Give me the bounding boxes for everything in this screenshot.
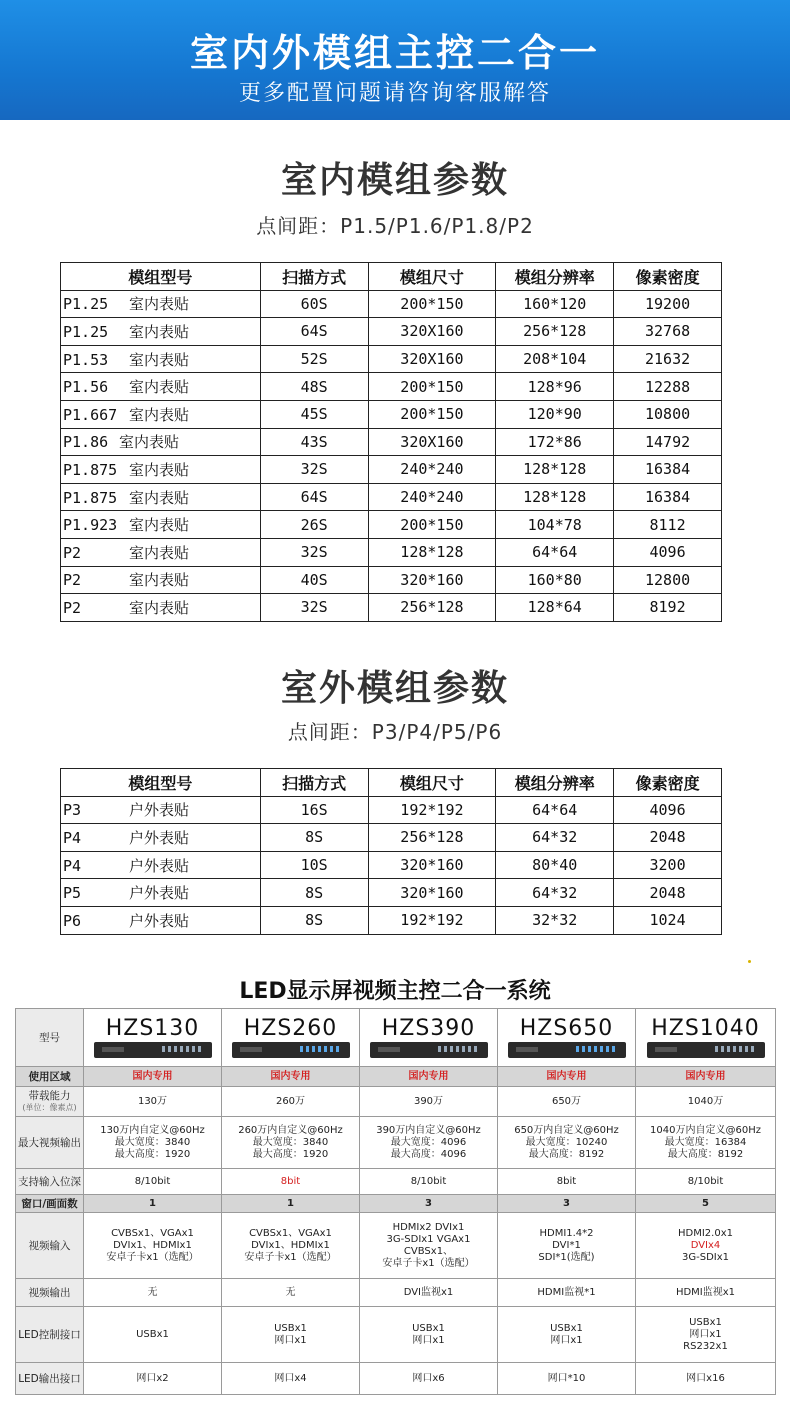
resolution-cell: 128*96 <box>496 373 614 401</box>
resolution-cell: 104*78 <box>496 511 614 539</box>
scan-cell: 60S <box>260 290 368 318</box>
density-cell: 2048 <box>614 824 722 852</box>
row-label-text: 带载能力 <box>28 1089 71 1102</box>
scan-cell: 16S <box>260 796 368 824</box>
row-label <box>16 1213 84 1279</box>
indoor-pitch: 点间距：P1.5/P1.6/P1.8/P2 <box>256 214 534 238</box>
pitch-value: P1.25 <box>63 295 109 314</box>
value-line: 最大高度：8192 <box>528 1148 605 1160</box>
module-type: 室内表贴 <box>129 378 190 397</box>
model-cell <box>61 483 261 511</box>
spec-row-windows <box>16 1195 776 1213</box>
row-label <box>16 1067 84 1087</box>
value-cell <box>222 1213 360 1279</box>
resolution-cell: 256*128 <box>496 318 614 346</box>
value-cell: 网口x16 <box>636 1363 776 1395</box>
value-line: 最大宽度：10240 <box>525 1136 608 1148</box>
value-line: 130万内自定义@60Hz <box>100 1124 205 1136</box>
value-cell <box>498 1213 636 1279</box>
value-cell <box>84 1307 222 1363</box>
value-line: 安卓子卡x1（选配） <box>382 1257 475 1269</box>
value-cell: 8/10bit <box>360 1169 498 1195</box>
row-label-text: 使用区域 <box>28 1070 71 1083</box>
size-cell: 320*160 <box>368 879 496 907</box>
model-cell <box>498 1009 636 1067</box>
size-cell: 200*150 <box>368 511 496 539</box>
spec-row-led_control <box>16 1307 776 1363</box>
value-cell: 1 <box>222 1195 360 1213</box>
pitch-value: P2 <box>63 543 82 562</box>
scan-cell: 32S <box>260 456 368 484</box>
model-cell <box>61 851 261 879</box>
resolution-cell: 80*40 <box>496 851 614 879</box>
density-cell: 2048 <box>614 879 722 907</box>
value-line: USBx1 <box>136 1328 169 1340</box>
pitch-value: P2 <box>63 571 82 590</box>
decorative-dot <box>748 960 751 963</box>
value-line: HDMI1.4*2 <box>539 1227 594 1239</box>
resolution-cell: 64*32 <box>496 879 614 907</box>
value-line: 网口x1 <box>689 1328 722 1340</box>
system-title: LED显示屏视频主控二合一系统 <box>239 979 551 1004</box>
spec-row-video_output <box>16 1279 776 1307</box>
scan-cell: 45S <box>260 400 368 428</box>
row-label: 型号 <box>16 1009 84 1067</box>
scan-cell: 48S <box>260 373 368 401</box>
module-type: 室内表贴 <box>119 433 180 452</box>
pitch-value: P1.56 <box>63 378 109 397</box>
outdoor-spec-table <box>60 768 722 935</box>
value-line: USBx1 <box>550 1322 583 1334</box>
value-line: USBx1 <box>412 1322 445 1334</box>
density-cell: 4096 <box>614 796 722 824</box>
column-header: 模组型号 <box>61 769 261 797</box>
model-cell <box>61 345 261 373</box>
column-header: 模组尺寸 <box>368 769 496 797</box>
value-cell <box>222 1307 360 1363</box>
resolution-cell: 128*128 <box>496 456 614 484</box>
size-cell: 128*128 <box>368 538 496 566</box>
row-label <box>16 1195 84 1213</box>
row-label <box>16 1307 84 1363</box>
value-cell: HDMI监视*1 <box>498 1279 636 1307</box>
value-cell: 390万 <box>360 1087 498 1117</box>
value-line: 网口x1 <box>274 1334 307 1346</box>
scan-cell: 32S <box>260 538 368 566</box>
density-cell: 12800 <box>614 566 722 594</box>
scan-cell: 43S <box>260 428 368 456</box>
model-cell <box>61 538 261 566</box>
size-cell: 192*192 <box>368 906 496 934</box>
table-row <box>61 538 722 566</box>
value-line: 安卓子卡x1（选配） <box>106 1251 199 1263</box>
pitch-value: P1.923 <box>63 516 118 535</box>
model-cell <box>61 373 261 401</box>
row-label-text: 窗口/画面数 <box>21 1197 78 1210</box>
scan-cell: 52S <box>260 345 368 373</box>
value-cell <box>636 1213 776 1279</box>
model-cell <box>84 1009 222 1067</box>
resolution-cell: 64*64 <box>496 796 614 824</box>
device-image <box>370 1042 488 1058</box>
value-cell: 国内专用 <box>360 1067 498 1087</box>
row-label-text: 最大视频输出 <box>18 1136 81 1149</box>
pitch-value: P1.53 <box>63 350 109 369</box>
value-cell: 5 <box>636 1195 776 1213</box>
top-banner <box>0 0 790 120</box>
spec-row-capacity <box>16 1087 776 1117</box>
module-type: 户外表贴 <box>129 801 190 820</box>
density-cell: 16384 <box>614 483 722 511</box>
column-header: 模组分辨率 <box>496 263 614 291</box>
value-cell: 8bit <box>222 1169 360 1195</box>
value-cell: 130万 <box>84 1087 222 1117</box>
value-cell <box>636 1307 776 1363</box>
resolution-cell: 172*86 <box>496 428 614 456</box>
value-cell: 8/10bit <box>84 1169 222 1195</box>
model-row <box>16 1009 776 1067</box>
scan-cell: 40S <box>260 566 368 594</box>
banner-title: 室内外模组主控二合一 <box>189 31 600 75</box>
pitch-value: P1.86 <box>63 433 109 452</box>
module-type: 室内表贴 <box>129 571 190 590</box>
scan-cell: 32S <box>260 594 368 622</box>
pitch-value: P1.667 <box>63 405 118 424</box>
value-cell: 国内专用 <box>636 1067 776 1087</box>
table-row <box>61 483 722 511</box>
value-cell: 国内专用 <box>222 1067 360 1087</box>
row-label <box>16 1363 84 1395</box>
table-row <box>61 906 722 934</box>
pitch-value: P2 <box>63 598 82 617</box>
density-cell: 8112 <box>614 511 722 539</box>
value-line: CVBSx1、VGAx1 <box>111 1227 194 1239</box>
outdoor-pitch: 点间距：P3/P4/P5/P6 <box>287 720 503 744</box>
module-type: 户外表贴 <box>129 856 190 875</box>
module-type: 室内表贴 <box>129 460 190 479</box>
banner-subtitle: 更多配置问题请咨询客服解答 <box>238 81 551 106</box>
spec-row-region <box>16 1067 776 1087</box>
value-line: 最大宽度：3840 <box>252 1136 329 1148</box>
size-cell: 256*128 <box>368 824 496 852</box>
resolution-cell: 160*120 <box>496 290 614 318</box>
table-row <box>61 456 722 484</box>
value-line: 最大高度：1920 <box>252 1148 329 1160</box>
value-cell <box>222 1117 360 1169</box>
value-line: 3G-SDIx1 <box>682 1251 729 1263</box>
resolution-cell: 160*80 <box>496 566 614 594</box>
size-cell: 320X160 <box>368 345 496 373</box>
size-cell: 200*150 <box>368 373 496 401</box>
table-row <box>61 824 722 852</box>
model-cell <box>61 428 261 456</box>
table-row <box>61 879 722 907</box>
value-line: 1040万内自定义@60Hz <box>650 1124 761 1136</box>
resolution-cell: 64*32 <box>496 824 614 852</box>
scan-cell: 8S <box>260 824 368 852</box>
density-cell: 12288 <box>614 373 722 401</box>
module-type: 室内表贴 <box>129 543 190 562</box>
size-cell: 320*160 <box>368 566 496 594</box>
value-line: 网口x1 <box>412 1334 445 1346</box>
model-cell <box>61 594 261 622</box>
row-label-text: 支持输入位深 <box>18 1175 81 1188</box>
value-line: 650万内自定义@60Hz <box>514 1124 619 1136</box>
module-type: 室内表贴 <box>129 598 190 617</box>
column-header: 像素密度 <box>614 263 722 291</box>
density-cell: 10800 <box>614 400 722 428</box>
value-cell: HDMI监视x1 <box>636 1279 776 1307</box>
table-row <box>61 345 722 373</box>
value-cell: 1040万 <box>636 1087 776 1117</box>
size-cell: 192*192 <box>368 796 496 824</box>
value-line: 最大高度：4096 <box>390 1148 467 1160</box>
spec-row-bit_depth <box>16 1169 776 1195</box>
device-image <box>94 1042 212 1058</box>
density-cell: 16384 <box>614 456 722 484</box>
table-row <box>61 290 722 318</box>
resolution-cell: 128*64 <box>496 594 614 622</box>
model-cell <box>61 824 261 852</box>
module-type: 户外表贴 <box>129 911 190 930</box>
scan-cell: 64S <box>260 318 368 346</box>
resolution-cell: 208*104 <box>496 345 614 373</box>
pitch-value: P4 <box>63 856 82 875</box>
value-cell: 国内专用 <box>84 1067 222 1087</box>
row-label <box>16 1279 84 1307</box>
density-cell: 4096 <box>614 538 722 566</box>
model-name: HZS650 <box>519 1015 614 1041</box>
row-label <box>16 1087 84 1117</box>
value-line: 最大高度：1920 <box>114 1148 191 1160</box>
value-cell: 网口x2 <box>84 1363 222 1395</box>
size-cell: 320X160 <box>368 428 496 456</box>
scan-cell: 10S <box>260 851 368 879</box>
model-name: HZS130 <box>105 1015 200 1041</box>
model-name: HZS1040 <box>651 1015 760 1041</box>
value-line: 最大宽度：16384 <box>664 1136 747 1148</box>
size-cell: 320X160 <box>368 318 496 346</box>
spec-row-led_output <box>16 1363 776 1395</box>
module-type: 室内表贴 <box>129 295 190 314</box>
value-line: DVIx1、HDMIx1 <box>113 1239 192 1251</box>
value-cell <box>360 1307 498 1363</box>
column-header: 扫描方式 <box>260 769 368 797</box>
row-label <box>16 1169 84 1195</box>
value-line: DVIx1、HDMIx1 <box>251 1239 330 1251</box>
table-row <box>61 428 722 456</box>
value-cell <box>498 1117 636 1169</box>
module-type: 室内表贴 <box>129 488 190 507</box>
value-line: 安卓子卡x1（选配） <box>244 1251 337 1263</box>
value-cell <box>498 1307 636 1363</box>
value-cell: 网口*10 <box>498 1363 636 1395</box>
module-type: 室内表贴 <box>129 350 190 369</box>
value-line: DVIx4 <box>690 1239 721 1251</box>
value-line: CVBSx1、VGAx1 <box>249 1227 332 1239</box>
model-name: HZS260 <box>243 1015 338 1041</box>
table-row <box>61 566 722 594</box>
value-cell: 650万 <box>498 1087 636 1117</box>
value-line: HDMIx2 DVIx1 <box>392 1221 465 1233</box>
model-cell <box>222 1009 360 1067</box>
scan-cell: 8S <box>260 906 368 934</box>
value-cell: 3 <box>498 1195 636 1213</box>
value-cell: 无 <box>84 1279 222 1307</box>
model-cell <box>61 566 261 594</box>
row-label-text: LED控制接口 <box>18 1328 81 1341</box>
row-label-text: 视频输入 <box>28 1239 71 1252</box>
scan-cell: 64S <box>260 483 368 511</box>
model-cell <box>636 1009 776 1067</box>
spec-row-video_input <box>16 1213 776 1279</box>
device-image <box>647 1042 765 1058</box>
value-cell: 8/10bit <box>636 1169 776 1195</box>
pitch-value: P1.25 <box>63 322 109 341</box>
column-header: 扫描方式 <box>260 263 368 291</box>
row-label <box>16 1117 84 1169</box>
value-cell: DVI监视x1 <box>360 1279 498 1307</box>
table-row <box>61 400 722 428</box>
pitch-value: P5 <box>63 884 82 903</box>
table-row <box>61 796 722 824</box>
module-type: 室内表贴 <box>129 405 190 424</box>
value-line: 最大高度：8192 <box>667 1148 744 1160</box>
column-header: 模组型号 <box>61 263 261 291</box>
value-cell: 国内专用 <box>498 1067 636 1087</box>
table-row <box>61 511 722 539</box>
value-line: CVBSx1、 <box>403 1245 454 1257</box>
value-cell <box>84 1117 222 1169</box>
pitch-value: P4 <box>63 828 82 847</box>
size-cell: 320*160 <box>368 851 496 879</box>
value-cell <box>360 1213 498 1279</box>
row-label-text: LED输出接口 <box>18 1372 81 1385</box>
pitch-value: P3 <box>63 801 82 820</box>
scan-cell: 26S <box>260 511 368 539</box>
model-cell <box>61 511 261 539</box>
table-row <box>61 594 722 622</box>
value-line: 最大宽度：4096 <box>390 1136 467 1148</box>
model-name: HZS390 <box>381 1015 476 1041</box>
row-label-text: 视频输出 <box>28 1286 71 1299</box>
pitch-value: P1.875 <box>63 460 118 479</box>
value-cell: 网口x4 <box>222 1363 360 1395</box>
density-cell: 32768 <box>614 318 722 346</box>
value-line: DVI*1 <box>552 1239 581 1251</box>
value-cell <box>360 1117 498 1169</box>
table-row <box>61 318 722 346</box>
resolution-cell: 32*32 <box>496 906 614 934</box>
resolution-cell: 64*64 <box>496 538 614 566</box>
density-cell: 14792 <box>614 428 722 456</box>
value-line: 网口x1 <box>550 1334 583 1346</box>
module-type: 户外表贴 <box>129 884 190 903</box>
column-header: 像素密度 <box>614 769 722 797</box>
size-cell: 200*150 <box>368 290 496 318</box>
spec-row-max_output <box>16 1117 776 1169</box>
scan-cell: 8S <box>260 879 368 907</box>
module-type: 室内表贴 <box>129 322 190 341</box>
pitch-value: P6 <box>63 911 82 930</box>
value-line: USBx1 <box>274 1322 307 1334</box>
density-cell: 8192 <box>614 594 722 622</box>
value-line: 260万内自定义@60Hz <box>238 1124 343 1136</box>
model-cell <box>360 1009 498 1067</box>
device-image <box>232 1042 350 1058</box>
size-cell: 256*128 <box>368 594 496 622</box>
value-line: 最大宽度：3840 <box>114 1136 191 1148</box>
value-line: USBx1 <box>689 1316 722 1328</box>
value-cell: 8bit <box>498 1169 636 1195</box>
table-row <box>61 851 722 879</box>
model-cell <box>61 796 261 824</box>
outdoor-header-row <box>61 769 722 797</box>
module-type: 户外表贴 <box>129 828 190 847</box>
resolution-cell: 128*128 <box>496 483 614 511</box>
value-line: 3G-SDIx1 VGAx1 <box>386 1233 471 1245</box>
value-cell: 260万 <box>222 1087 360 1117</box>
resolution-cell: 120*90 <box>496 400 614 428</box>
module-type: 室内表贴 <box>129 516 190 535</box>
pitch-value: P1.875 <box>63 488 118 507</box>
model-cell <box>61 879 261 907</box>
density-cell: 21632 <box>614 345 722 373</box>
value-cell: 3 <box>360 1195 498 1213</box>
outdoor-title: 室外模组参数 <box>280 668 509 709</box>
model-cell <box>61 318 261 346</box>
size-cell: 240*240 <box>368 456 496 484</box>
model-cell <box>61 456 261 484</box>
column-header: 模组尺寸 <box>368 263 496 291</box>
value-line: 390万内自定义@60Hz <box>376 1124 481 1136</box>
value-line: HDMI2.0x1 <box>678 1227 733 1239</box>
value-cell <box>84 1213 222 1279</box>
density-cell: 1024 <box>614 906 722 934</box>
value-line: RS232x1 <box>683 1340 728 1352</box>
indoor-spec-table <box>60 262 722 622</box>
model-cell <box>61 906 261 934</box>
model-cell <box>61 290 261 318</box>
system-spec-table <box>15 1008 776 1395</box>
density-cell: 19200 <box>614 290 722 318</box>
size-cell: 200*150 <box>368 400 496 428</box>
density-cell: 3200 <box>614 851 722 879</box>
model-cell <box>61 400 261 428</box>
table-row <box>61 373 722 401</box>
value-line: SDI*1(选配) <box>538 1251 595 1263</box>
device-image <box>508 1042 626 1058</box>
value-cell: 无 <box>222 1279 360 1307</box>
row-label-sub: (单位：像素点) <box>22 1102 77 1112</box>
size-cell: 240*240 <box>368 483 496 511</box>
indoor-header-row <box>61 263 722 291</box>
column-header: 模组分辨率 <box>496 769 614 797</box>
value-cell: 1 <box>84 1195 222 1213</box>
value-cell: 网口x6 <box>360 1363 498 1395</box>
indoor-title: 室内模组参数 <box>280 160 509 201</box>
value-cell <box>636 1117 776 1169</box>
